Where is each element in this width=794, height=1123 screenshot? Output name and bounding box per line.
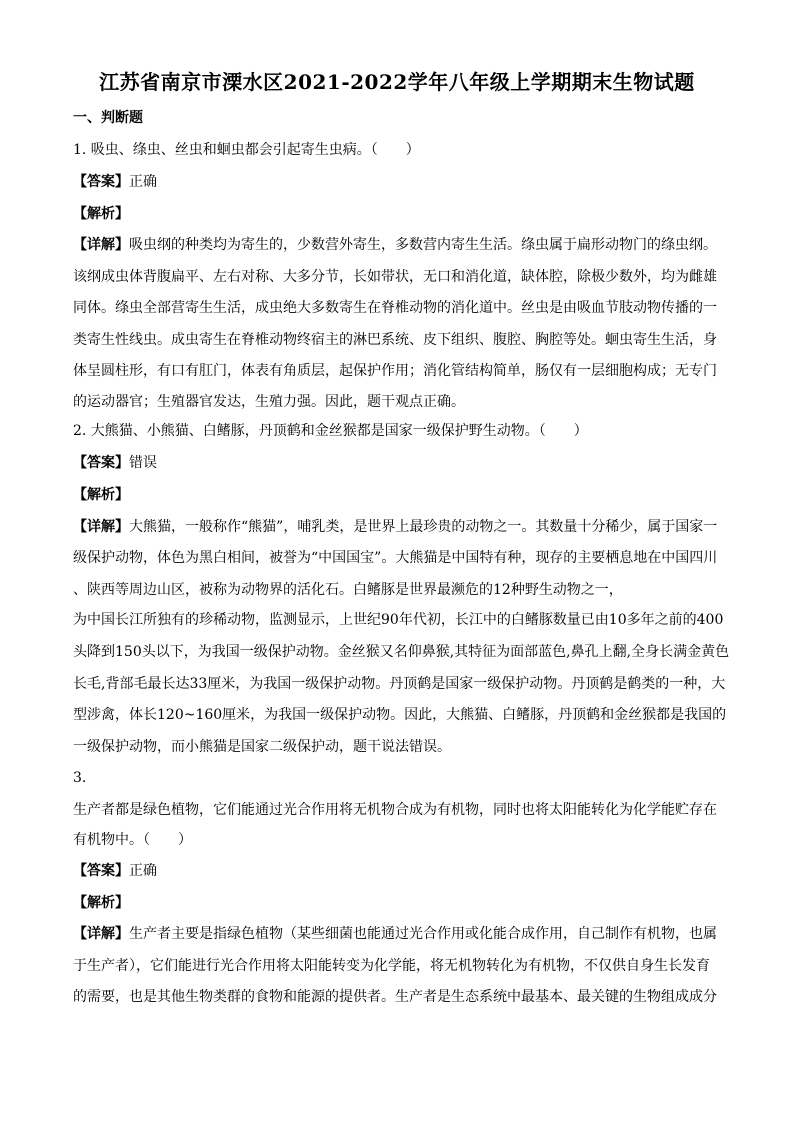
q1-detail-line-3: 同体。绦虫全部营寄生生活，成虫绝大多数寄生在脊椎动物的消化道中。丝虫是由吸血节肢动物传播的一 — [73, 300, 717, 316]
q1-detail-line-6: 的运动器官；生殖器官发达，生殖力强。因此，题干观点正确。 — [73, 394, 465, 410]
detail-tag: 【详解】 — [73, 519, 129, 535]
q2-detail-line-7: 型涉禽，体长120~160厘米，为我国一级保护动物。因此，大熊猫、白鳍豚，丹顶鹤和金丝猴都是我国的 — [73, 707, 727, 723]
q3-detail-line-3: 的需要，也是其他生物类群的食物和能源的提供者。生产者是生态系统中最基本、最关键的生物组成成分 — [73, 989, 717, 1005]
answer-tag: 【答案】 — [73, 863, 129, 879]
question-3-number: 3. — [73, 770, 87, 786]
q2-answer-value: 错误 — [129, 455, 157, 471]
q1-answer-row — [73, 172, 723, 192]
q2-answer-row — [73, 453, 723, 473]
q1-detail-line-5: 体呈圆柱形，有口有肛门，体表有角质层，起保护作用；消化管结构简单，肠仅有一层细胞构成；无专门 — [73, 363, 717, 379]
detail-tag: 【详解】 — [73, 237, 129, 253]
q1-detail-line-4: 类寄生性线虫。成虫寄生在脊椎动物终宿主的淋巴系统、皮下组织、腹腔、胸腔等处。蛔虫寄生生活，身 — [73, 332, 717, 348]
q2-detail-line-5: 头降到150头以下，为我国一级保护动物。金丝猴又名仰鼻猴,其特征为面部蓝色,鼻孔上翻,全身长满金黄色 — [73, 644, 730, 660]
q2-detail-line-3: 、陕西等周边山区，被称为动物界的活化石。白鳍豚是世界最濒危的12种野生动物之一， — [73, 582, 623, 598]
q1-detail-line-2: 该纲成虫体背腹扁平、左右对称、大多分节，长如带状，无口和消化道，缺体腔，除极少数外，均为雌雄 — [73, 269, 717, 285]
q1-answer-value: 正确 — [129, 174, 157, 190]
q2-detail-line-6: 长毛,背部毛最长达33厘米，为我国一级保护动物。丹顶鹤是国家一级保护动物。丹顶鹤是鹤类的一种，大 — [73, 676, 726, 692]
answer-tag: 【答案】 — [73, 174, 129, 190]
section-heading: 一、判断题 — [73, 110, 143, 126]
answer-tag: 【答案】 — [73, 455, 129, 471]
q3-answer-value: 正确 — [129, 863, 157, 879]
document-title: 江苏省南京市溧水区2021-2022学年八年级上学期期末生物试题 — [99, 70, 695, 94]
question-3-line-2: 有机物中。（ ） — [73, 832, 192, 848]
q3-answer-row — [73, 861, 723, 881]
q3-detail-line-2: 于生产者），它们能进行光合作用将太阳能转变为化学能，将无机物转化为有机物，不仅供自身生长发育 — [73, 958, 710, 974]
q2-analysis-tag: 【解析】 — [73, 487, 129, 503]
q2-detail-line-2: 级保护动物，体色为黑白相间，被誉为“中国国宝”。大熊猫是中国特有种，现存的主要栖息地在中国四川 — [73, 550, 718, 566]
question-1: 1. 吸虫、绦虫、丝虫和蛔虫都会引起寄生虫病。（ ） — [73, 142, 420, 158]
q3-detail-line-1: 【详解】生产者主要是指绿色植物（某些细菌也能通过光合作用或化能合成作用，自己制作有机物，也属 — [73, 926, 717, 942]
q2-detail-line-4: 为中国长江所独有的珍稀动物，监测显示，上世纪90年代初，长江中的白鳍豚数量已由10多年之前的400 — [73, 612, 724, 628]
question-2: 2. 大熊猫、小熊猫、白鳍豚，丹顶鹤和金丝猴都是国家一级保护野生动物。（ ） — [73, 423, 588, 439]
q2-detail-line-8: 一级保护动物，而小熊猫是国家二级保护动，题干说法错误。 — [73, 739, 451, 755]
q1-analysis-tag: 【解析】 — [73, 206, 129, 222]
detail-tag: 【详解】 — [73, 926, 129, 942]
q2-detail-line-1: 【详解】大熊猫，一般称作“熊猫”，哺乳类，是世界上最珍贵的动物之一。其数量十分稀少，属于国家一 — [73, 519, 718, 535]
q3-analysis-tag: 【解析】 — [73, 895, 129, 911]
question-3-line-1: 生产者都是绿色植物，它们能通过光合作用将无机物合成为有机物，同时也将太阳能转化为化学能贮存在 — [73, 802, 717, 818]
q1-detail-line-1: 【详解】吸虫纲的种类均为寄生的，少数营外寄生，多数营内寄生生活。绦虫属于扁形动物门的绦虫纲。 — [73, 237, 717, 253]
